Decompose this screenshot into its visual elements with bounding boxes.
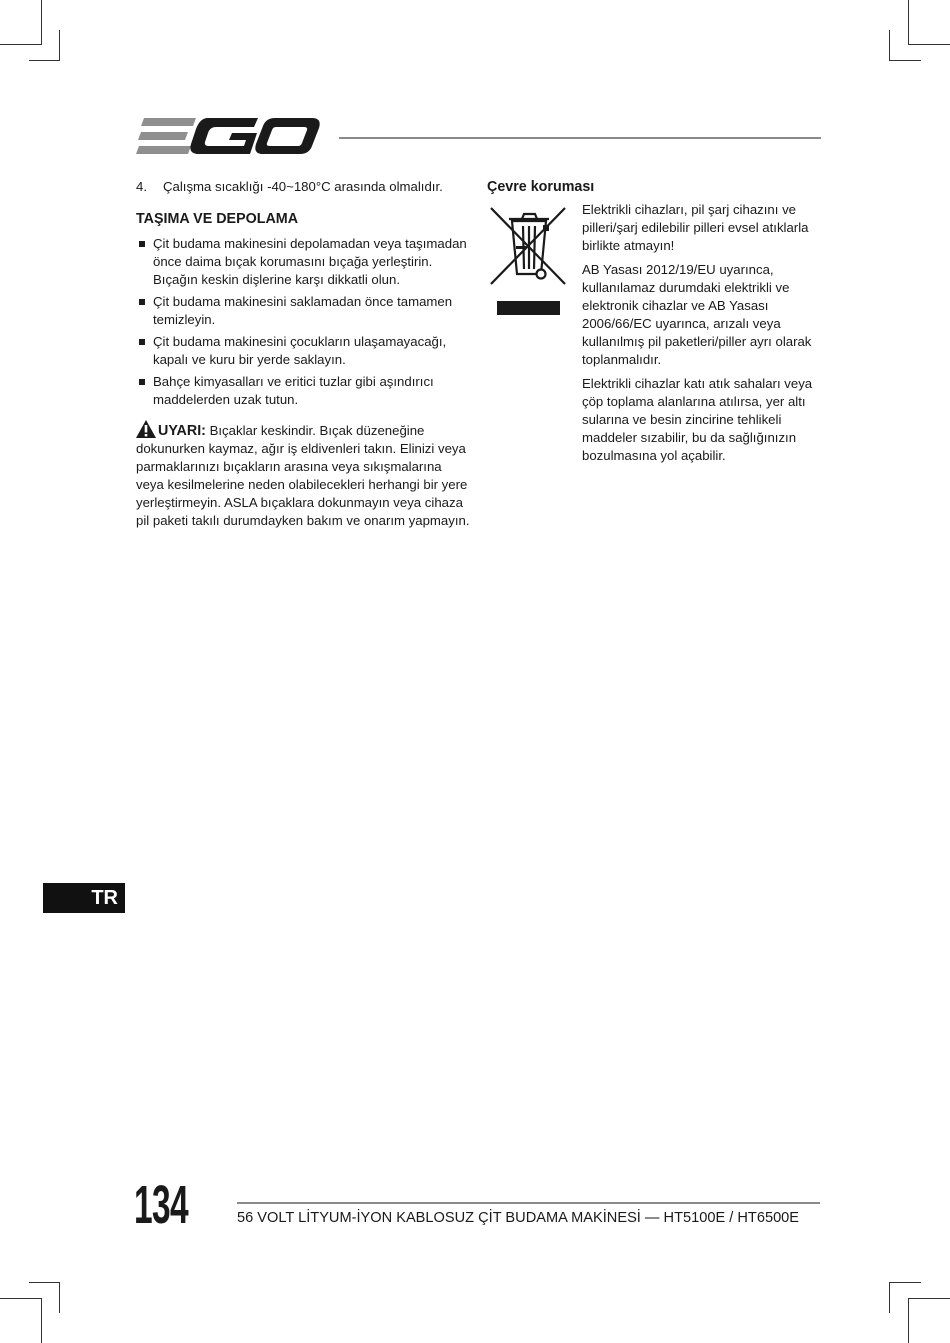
bullet-square-icon (139, 379, 145, 385)
numbered-item (136, 178, 470, 196)
list-item: Çit budama makinesini depolamadan veya taşımadan önce daima bıçak korumasını bıçağa yerleştirin. Bıçağın keskin dişlerine karşı dikkatli olun. (136, 235, 470, 289)
bullet-square-icon (139, 241, 145, 247)
crop-mark (908, 1298, 909, 1343)
environment-heading: Çevre koruması (487, 179, 595, 195)
section-heading-transport-storage: TAŞIMA VE DEPOLAMA (136, 211, 299, 227)
warning-paragraph (136, 420, 470, 530)
list-item: Bahçe kimyasalları ve eritici tuzlar gibi aşındırıcı maddelerden uzak tutun. (136, 373, 470, 409)
crop-mark (0, 1298, 42, 1299)
warning-text: Bıçaklar keskindir. Bıçak düzeneğine dokunurken kaymaz, ağır iş eldivenleri takın. Elinizi veya parmaklarınızı bıçakların arasına veya sıkışmalarına veya kesilmelerine neden olabilecekleri herhangi bir yere yerleştirmeyin. ASLA bıçaklara dokunmayın veya cihaza pil paketi takılı durumdayken bakım ve onarım yapmayın. (136, 423, 470, 528)
warning-triangle-icon (136, 420, 156, 438)
crop-mark (59, 30, 60, 61)
bullet-square-icon (139, 299, 145, 305)
crop-mark (29, 60, 60, 61)
footer-rule (237, 1202, 820, 1204)
crop-mark (889, 30, 890, 61)
crop-mark (0, 44, 42, 45)
crossed-out-bin-icon (489, 204, 569, 288)
crop-mark (889, 1282, 921, 1283)
environment-paragraph: Elektrikli cihazları, pil şarj cihazını ve pilleri/şarj edilebilir pilleri evsel atıklarla birlikte atmayın! (582, 202, 809, 253)
right-column (487, 178, 822, 471)
bullet-square-icon (139, 339, 145, 345)
crop-mark (889, 1282, 890, 1313)
footer-title: 56 VOLT LİTYUM-İYON KABLOSUZ ÇİT BUDAMA MAKİNESİ — HT5100E / HT6500E (237, 1210, 800, 1226)
crop-mark (59, 1282, 60, 1313)
crop-mark (29, 1282, 60, 1283)
crop-mark (41, 0, 42, 45)
left-column (136, 178, 470, 530)
weee-bar (497, 301, 560, 315)
language-tab: TR (43, 883, 125, 913)
weee-symbol (487, 201, 582, 471)
crop-mark (908, 44, 950, 45)
page-number: 134 (134, 1175, 189, 1235)
storage-bullet-list (136, 235, 470, 409)
list-item: Çit budama makinesini saklamadan önce tamamen temizleyin. (136, 293, 470, 329)
item-number: 4. (136, 179, 147, 194)
warning-label: UYARI: (158, 423, 206, 439)
crop-mark (908, 0, 909, 45)
crop-mark (41, 1298, 42, 1343)
item-text: Çalışma sıcaklığı -40~180°C arasında olmalıdır. (163, 179, 443, 194)
crop-mark (908, 1298, 950, 1299)
list-item: Çit budama makinesini çocukların ulaşamayacağı, kapalı ve kuru bir yerde saklayın. (136, 333, 470, 369)
environment-paragraph: Elektrikli cihazlar katı atık sahaları veya çöp toplama alanlarına atılırsa, yer altı sularına ve besin zincirine tehlikeli maddeler sızabilir, bu da sağlığınızın bozulmasına yol açabilir. (582, 376, 813, 463)
environment-text (582, 201, 822, 471)
ego-logo (136, 116, 320, 158)
header-rule (339, 137, 821, 139)
crop-mark (889, 60, 921, 61)
environment-section (487, 201, 822, 471)
environment-paragraph: AB Yasası 2012/19/EU uyarınca, kullanılamaz durumdaki elektrikli ve elektronik cihazlar ve AB Yasası 2006/66/EC uyarınca, arızalı veya kullanılmış pil paketleri/piller ayrı olarak toplanmalıdır. (582, 262, 812, 367)
